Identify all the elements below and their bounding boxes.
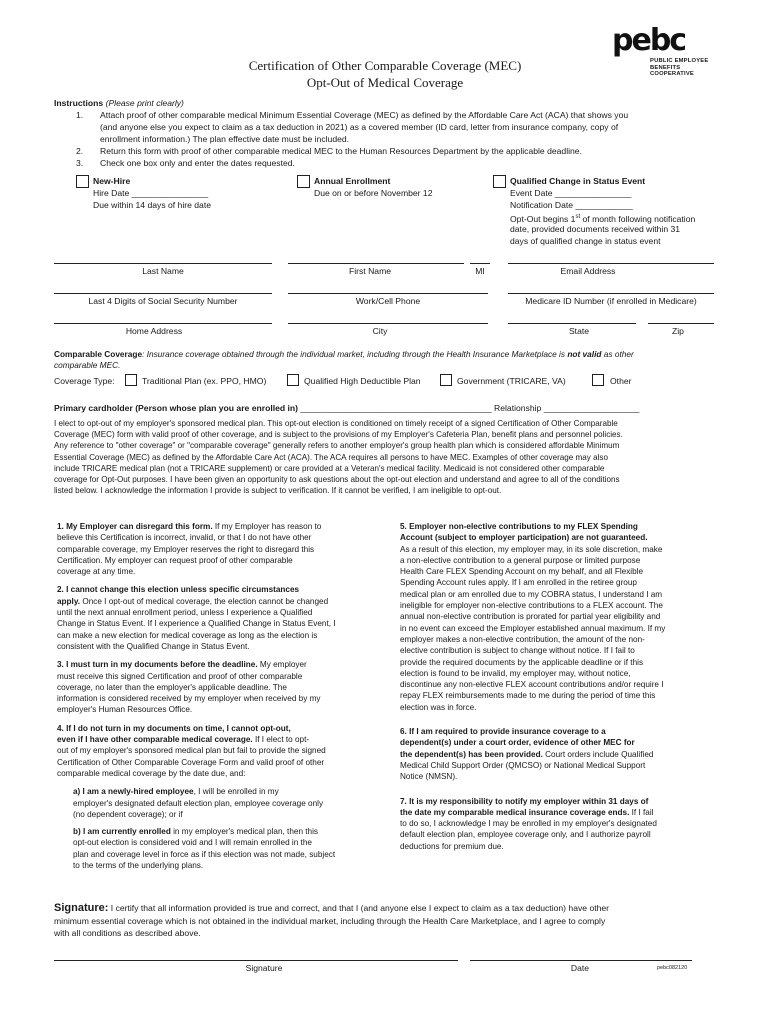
mi-line[interactable] (470, 263, 490, 264)
item-4b (73, 826, 377, 871)
item-text: to the terms of the underlying plans. (73, 861, 204, 871)
government-checkbox[interactable] (440, 374, 452, 386)
ssn4-label: Last 4 Digits of Social Security Number (88, 296, 238, 306)
logo-line2: BENEFITS COOPERATIVE (650, 65, 694, 77)
instruction-text: Check one box only and enter the dates requested. (100, 158, 295, 168)
item-text: plan and coverage level in force as if this election was not made, subject (73, 849, 336, 859)
opt-out-line5: days of qualified change in status event (510, 236, 661, 246)
signature-text: I certify that all information provided is true and correct, and that I (and anyone else I expect to claim as a tax deduction) have other (108, 903, 610, 913)
primary-cardholder-row (54, 403, 639, 414)
election-line: Coverage (MEC) form with valid proof of other coverage, and is subject to the provisions of my Employer's Cafeteria Plan, benefit plans and personnel policies. (54, 430, 623, 440)
item-7 (400, 796, 720, 852)
traditional-plan-checkbox[interactable] (125, 374, 137, 386)
opt-out-begins-text: Opt-Out begins 1 (510, 213, 576, 224)
item-text: must receive this signed Certification and proof of other comparable (57, 671, 303, 681)
signature-label: Signature (245, 963, 283, 973)
item-text: in my employer's medical plan, then this (170, 827, 319, 837)
first-name-label: First Name (348, 266, 392, 276)
instruction-3 (76, 158, 295, 169)
item-text: coverage, no later than the employer's applicable deadline. The (57, 682, 287, 692)
item-text: comparable coverage, my Employer reserves the right to disregard this (57, 544, 315, 554)
item-text: employer's designated default election plan, employee coverage only (73, 798, 324, 808)
item-heading: apply. (57, 596, 81, 606)
opt-out-begins-rest: of month following notification (580, 213, 696, 224)
item-text: If I fail (629, 807, 654, 817)
comparable-coverage-text: : Insurance coverage obtained through the individual market, including through the Health Insurance Marketplace is (142, 349, 568, 359)
new-hire-label: New-Hire (93, 176, 131, 186)
item-text: default election plan, employee coverage only, and I authorize payroll (400, 830, 651, 840)
item-heading: even if I have other comparable medical coverage. (57, 735, 253, 745)
item-2 (57, 584, 377, 652)
high-deductible-checkbox[interactable] (287, 374, 299, 386)
last-name-label: Last Name (142, 266, 184, 276)
title-line2: Opt-Out of Medical Coverage (306, 75, 464, 90)
comparable-coverage-definition (54, 349, 634, 360)
election-line: Any reference to "other coverage" or "comparable coverage" generally refers to another employer's group health plan which is considered affordable Minimum (54, 441, 620, 451)
first-name-line[interactable] (288, 263, 464, 264)
title-line1: Certification of Other Comparable Coverage (MEC) (248, 58, 522, 73)
item-heading: 2. I cannot change this election unless specific circumstances (57, 585, 300, 595)
item-text: If my Employer has reason to (212, 522, 322, 531)
signature-line[interactable] (54, 960, 458, 961)
item-text: out of my employer's sponsored medical plan but fail to provide the signed (57, 746, 326, 756)
mi-label: MI (475, 266, 485, 276)
medicare-label: Medicare ID Number (if enrolled in Medicare) (525, 296, 697, 306)
item-6 (400, 726, 720, 782)
qualified-change-checkbox[interactable] (493, 175, 506, 188)
election-line: include TRICARE medical plan (not a TRICARE supplement) or care provided at a Veteran's medical facility. Medicaid is not considered other comparable (54, 463, 605, 473)
instruction-1-line2: (and anyone else you expect to claim as a tax deduction in 2021) as a covered member (ID card, letter from insurance company, copy of (100, 122, 619, 132)
notification-date-field[interactable]: Notification Date ____________ (510, 200, 633, 210)
new-hire-due: Due within 14 days of hire date (93, 200, 211, 210)
signature-text: minimum essential coverage which is not obtained in the individual market, including through the Health Care Marketplace, and I agree to comply (54, 915, 606, 926)
ordinal-suffix: st (575, 214, 581, 220)
item-heading: 3. I must turn in my documents before the deadline. (57, 660, 258, 670)
state-label: State (568, 326, 590, 336)
item-text: Notice (NMSN). (400, 772, 458, 782)
left-column (57, 521, 377, 877)
instruction-text: Return this form with proof of other comparable medical MEC to the Human Resources Department by the applicable deadline. (100, 146, 582, 156)
item-text: until the next annual enrollment period, unless I experience a Qualified (57, 608, 313, 618)
item-text: comparable medical coverage by the date due, and: (57, 768, 246, 778)
item-text: employer makes a non-elective contribution, the amount of the non- (400, 634, 645, 644)
signature-heading: Signature: (54, 902, 109, 914)
item-text: (no dependent coverage); or if (73, 809, 183, 819)
item-text: to do so, I acknowledge I may be enrolled in my employer's designated (400, 819, 657, 829)
new-hire-checkbox[interactable] (76, 175, 89, 188)
item-text: election is found to be invalid, my employer may, without notice, (400, 668, 631, 678)
item-text: a non-elective contribution to a general purpose or limited purpose (400, 555, 641, 565)
instruction-text: Attach proof of other comparable medical Minimum Essential Coverage (MEC) as defined by the Affordable Care Act (ACA) that shows you (100, 110, 629, 120)
traditional-plan-label: Traditional Plan (ex. PPO, HMO) (142, 376, 267, 386)
item-text: repay FLEX reimbursements made to me during the period of time this (400, 691, 656, 701)
item-heading: 6. If I am required to provide insurance coverage to a (400, 727, 606, 737)
election-paragraph (54, 418, 716, 496)
last-name-line[interactable] (54, 263, 272, 264)
right-column (400, 521, 720, 859)
election-line: I elect to opt-out of my employer's sponsored medical plan. This opt-out election is conditioned on timely receipt of a signed Certification of Other Comparable (54, 419, 618, 428)
logo-mark: pebc (612, 23, 686, 58)
form-code: pebc082120 (657, 965, 688, 971)
signature-certification (54, 902, 720, 940)
item-text: believe this Certification is incorrect, invalid, or that I do not have other (57, 533, 312, 543)
opt-out-line4: date, provided documents received within 31 (510, 224, 681, 234)
item-text: consistent with the Qualified Change in Status Event. (57, 641, 250, 651)
item-text: medical plan or am enrolled due to my COBRA status, I understand I am (400, 589, 663, 599)
item-heading: Account (subject to employer participation) are not guaranteed. (400, 533, 648, 543)
city-label: City (372, 326, 388, 336)
instruction-2 (76, 146, 582, 157)
item-text: information is considered received by my employer when received by my (57, 694, 321, 704)
annual-enrollment-checkbox[interactable] (297, 175, 310, 188)
item-text: Spending Account rules apply. If I am enrolled in the retiree group (400, 578, 637, 588)
other-checkbox[interactable] (592, 374, 604, 386)
event-date-field[interactable]: Event Date ________________ (510, 188, 632, 198)
item-heading: the date my comparable medical insurance coverage ends. (400, 807, 630, 817)
item-heading: b) I am currently enrolled (73, 827, 171, 837)
signature-text: with all conditions as described above. (54, 928, 201, 938)
item-text: in no event can exceed the Employer established annual maximum. If my (400, 623, 666, 633)
item-text: Health Care FLEX Spending Account on my behalf, and all Flexible (400, 567, 644, 577)
primary-cardholder-field[interactable]: ________________________________________ (300, 403, 492, 413)
instruction-1 (76, 110, 628, 121)
item-text: can make a new election for medical coverage as long as the election is (57, 630, 318, 640)
address-label: Home Address (125, 326, 183, 336)
item-text: As a result of this election, my employer may, in its sole discretion, make (400, 544, 663, 554)
item-text: Change in Status Event. If I experience a Qualified Change in Status Event, I (57, 619, 336, 629)
phone-label: Work/Cell Phone (355, 296, 421, 306)
item-text: , I will be enrolled in my (193, 787, 279, 797)
item-text: opt-out election is considered void and I will remain enrolled in the (73, 838, 312, 848)
high-deductible-label: Qualified High Deductible Plan (304, 376, 421, 386)
zip-line[interactable] (648, 323, 714, 324)
email-label: Email Address (560, 266, 616, 276)
item-4 (57, 723, 377, 779)
item-text: election was in force. (400, 702, 477, 712)
medicare-line[interactable] (508, 293, 714, 294)
comparable-coverage-text2: as other (601, 349, 634, 359)
instruction-num: 1. (76, 110, 84, 120)
election-line: Essential Coverage (MEC) as defined by the Affordable Care Act (ACA). The ACA requires all persons to have MEC. Examples of other coverage may also (54, 452, 608, 462)
ssn4-line[interactable] (54, 293, 272, 294)
date-label: Date (570, 963, 590, 973)
item-1 (57, 521, 377, 577)
item-text: Medical Child Support Order (QMCSO) or National Medical Support (400, 760, 646, 770)
annual-enrollment-due: Due on or before November 12 (314, 188, 433, 198)
item-heading: dependent(s) under a court order, evidence of other MEC for (400, 738, 635, 748)
item-text: Once I opt-out of medical coverage, the election cannot be changed (80, 596, 329, 606)
logo-line1: PUBLIC EMPLOYEE (650, 58, 709, 64)
item-text: deductions for premium due. (400, 841, 504, 851)
item-text: elective contribution is subject to change without notice. If I fail to (400, 646, 635, 656)
instruction-num: 3. (76, 158, 84, 168)
qualified-change-label: Qualified Change in Status Event (510, 176, 646, 186)
item-heading: the dependent(s) has been provided. (400, 749, 543, 759)
item-4a (73, 786, 377, 820)
item-text: employer's Human Resources Office. (57, 705, 193, 715)
item-heading: 4. If I do not turn in my documents on time, I cannot opt-out, (57, 723, 291, 733)
item-text: coverage at any time. (57, 567, 136, 577)
item-text: Certification of Other Comparable Coverage Form and valid proof of other (57, 757, 325, 767)
primary-cardholder-label: Primary cardholder (Person whose plan you are enrolled in) (54, 403, 299, 413)
annual-enrollment-label: Annual Enrollment (314, 176, 391, 186)
form-title (0, 57, 770, 91)
item-text: My employer (257, 660, 307, 670)
instruction-1-line3: enrollment information.) The plan effective date must be included. (100, 134, 350, 144)
hire-date-field[interactable]: Hire Date ________________ (93, 188, 209, 198)
not-valid-emphasis: not valid (567, 349, 602, 359)
city-line[interactable] (288, 323, 488, 324)
item-text: provide the required documents by the applicable deadline or if this (400, 657, 644, 667)
item-5 (400, 521, 720, 713)
instructions-heading (54, 98, 184, 109)
item-heading: 5. Employer non-elective contributions to my FLEX Spending (400, 522, 638, 531)
comparable-coverage-line2: comparable MEC. (54, 360, 121, 370)
email-line[interactable] (508, 263, 714, 264)
state-line[interactable] (508, 323, 636, 324)
phone-line[interactable] (288, 293, 488, 294)
address-line[interactable] (54, 323, 272, 324)
item-text: Certification. My employer can request proof of other comparable (57, 555, 293, 565)
item-text: Court orders include Qualified (542, 749, 654, 759)
item-3 (57, 659, 377, 715)
election-line: coverage for Opt-Out purposes. I have been given an opportunity to ask questions about the opt-out election and understand and agree to all of the conditions (54, 475, 620, 485)
date-line[interactable] (470, 960, 692, 961)
government-label: Government (TRICARE, VA) (457, 376, 566, 386)
coverage-type-label: Coverage Type: (54, 376, 115, 386)
item-text: annual non-elective contribution is prorated for partial year eligibility and (400, 612, 661, 622)
other-label: Other (610, 376, 632, 386)
item-heading: 7. It is my responsibility to notify my employer within 31 days of (400, 796, 649, 806)
zip-label: Zip (672, 326, 684, 336)
election-line: listed below. I acknowledge the information I provide is subject to verification. If it cannot be verified, I am ineligible to opt-out. (54, 486, 502, 496)
instructions-label: Instructions (54, 98, 104, 108)
item-text: ineligible for employer non-elective contributions to a FLEX account. The (400, 601, 663, 611)
instruction-num: 2. (76, 146, 84, 156)
item-text: discontinue any non-elective FLEX account contributions and/or require I (400, 680, 664, 690)
item-text: If I elect to opt- (252, 735, 310, 745)
comparable-coverage-label: Comparable Coverage (54, 349, 143, 359)
instructions-note: (Please print clearly) (105, 98, 184, 108)
item-heading: 1. My Employer can disregard this form. (57, 522, 213, 531)
relationship-field[interactable]: Relationship ____________________ (494, 403, 640, 413)
item-heading: a) I am a newly-hired employee (73, 787, 194, 797)
